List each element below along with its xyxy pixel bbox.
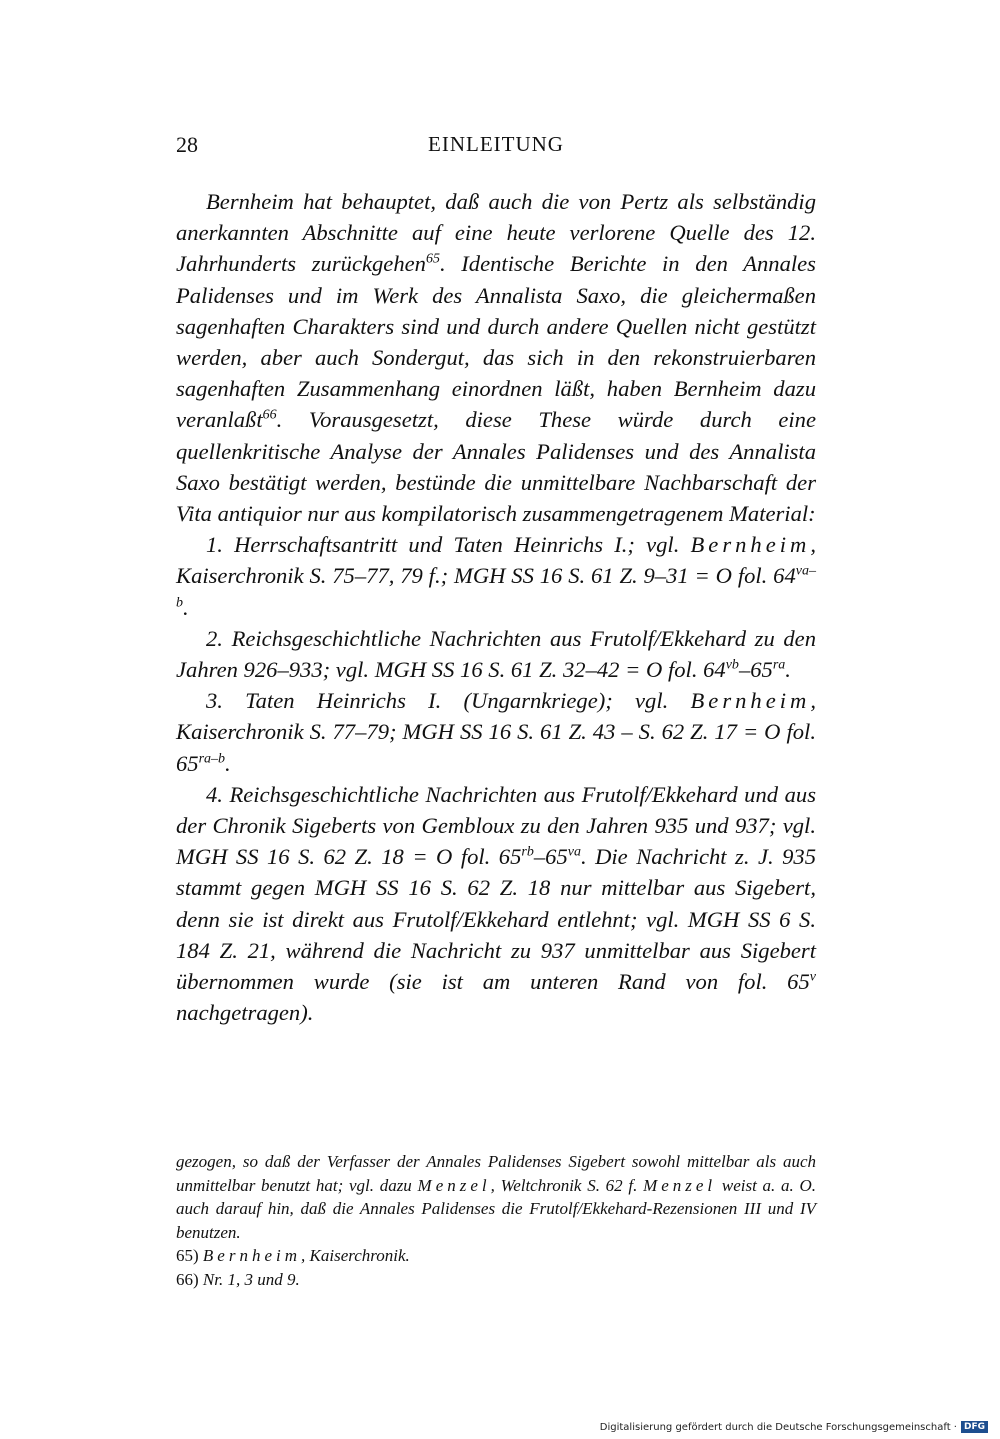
credit-text: Digitalisierung gefördert durch die Deutsche Forschungsgemeinschaft · (599, 1421, 957, 1433)
footnotes (176, 1150, 816, 1291)
author-name: Bernheim (690, 688, 811, 714)
text-run: 2. Reichsgeschichtliche Nachrichten aus Frutolf/Ekkehard zu den Jahren 926–933; vgl. MGH SS 16 S. 61 Z. 32–42 = O fol. 64 (176, 625, 816, 683)
text-run: nachgetragen). (176, 1000, 314, 1026)
text-run: . Die Nachricht z. J. 935 stammt gegen MGH SS 16 S. 62 Z. 18 nur mittelbar aus Sigebert, denn sie ist direkt aus Frutolf/Ekkehard entlehnt; vgl. MGH SS 6 S. 184 Z. 21, während die Nachricht zu 937 unmittelbar aus Sigebert übernommen wurde (sie ist am unteren Rand von fol. 65 (176, 844, 816, 995)
footnote-number: 65) (176, 1246, 199, 1265)
text-run: 1. Herrschaftsantritt und Taten Heinrichs I.; vgl. (206, 532, 691, 558)
text-run: . Vorausgesetzt, diese These würde durch eine quellenkritische Analyse der Annales Palidenses und des Annalista Saxo bestätigt werden, bestünde die unmittelbare Nachbarschaft der Vita antiquior nur aus kompilatorisch zusammengetragenem Material: (176, 407, 816, 527)
author-name: Menzel (417, 1175, 491, 1195)
folio-superscript: ra (772, 657, 786, 673)
list-item-1 (176, 529, 816, 623)
text-run: , Kaiserchronik. (301, 1246, 410, 1265)
body-text (176, 186, 816, 1028)
folio-superscript: v (809, 969, 816, 985)
folio-superscript: va–b (176, 563, 816, 611)
paragraph-intro (176, 186, 816, 529)
text-run: . Identische Berichte in den Annales Palidenses und im Werk des Annalista Saxo, die gleichermaßen sagenhaften Charakters sind und durch andere Quellen nicht gestützt werden, aber auch Sondergut, das sich in den rekonstruierbaren sagenhaften Zusammenhang einordnen läßt, haben Bernheim dazu veranlaßt (176, 251, 816, 433)
list-item-2 (176, 623, 816, 685)
footnote-ref-66: 66 (262, 407, 277, 423)
text-run: gezogen, so daß der Verfasser der Annales Palidenses Sigebert sowohl mittelbar als auch unmittelbar benutzt hat; vgl. dazu (176, 1152, 816, 1195)
author-name: Bernheim (202, 1246, 302, 1265)
text-run: –65 (738, 657, 773, 683)
text-run: 3. Taten Heinrichs I. (Ungarnkriege); vgl. (206, 688, 691, 714)
dfg-logo-icon: DFG (961, 1421, 988, 1433)
text-run: –65 (533, 844, 568, 870)
text-run: , Kaiserchronik S. 77–79; MGH SS 16 S. 61 Z. 43 – S. 62 Z. 17 = O fol. 65 (176, 688, 816, 776)
folio-superscript: va (567, 844, 581, 860)
author-name: Menzel (643, 1175, 717, 1195)
text-run: , Weltchronik S. 62 f. (490, 1175, 644, 1195)
running-head: EINLEITUNG (428, 132, 564, 156)
footnote-ref-65: 65 (425, 251, 440, 267)
list-item-3 (176, 685, 816, 779)
footnote-65 (176, 1244, 816, 1268)
page-header (176, 132, 816, 164)
text-run: 4. Reichsgeschichtliche Nachrichten aus Frutolf/Ekkehard und aus der Chronik Sigeberts von Gembloux zu den Jahren 935 und 937; vgl. MGH SS 16 S. 62 Z. 18 = O fol. 65 (176, 781, 816, 870)
text-run: . (225, 750, 231, 776)
footnote-continuation (176, 1150, 816, 1244)
page-number: 28 (176, 132, 198, 157)
footnote-number: 66) (176, 1269, 199, 1289)
list-item-4 (176, 779, 816, 1029)
text-run: . (785, 657, 791, 683)
text-run: . (183, 594, 189, 620)
text-run: Bernheim hat behauptet, daß auch die von Pertz als selbständig anerkannten Abschnitte auf eine heute verlorene Quelle des 12. Jahrhunderts zurückgehen (176, 189, 816, 277)
folio-superscript: vb (725, 657, 739, 673)
folio-superscript: ra–b (198, 751, 226, 767)
text-run: , Kaiserchronik S. 75–77, 79 f.; MGH SS 16 S. 61 Z. 9–31 = O fol. 64 (176, 532, 816, 589)
digitization-credit (600, 1421, 988, 1433)
text-run: weist a. a. O. auch darauf hin, daß die Annales Palidenses die Frutolf/Ekkehard-Rezensionen III und IV benutzen. (176, 1175, 816, 1242)
author-name: Bernheim (690, 532, 811, 558)
text-run: Nr. 1, 3 und 9. (202, 1269, 300, 1289)
footnote-66 (176, 1268, 816, 1292)
folio-superscript: rb (521, 844, 534, 860)
